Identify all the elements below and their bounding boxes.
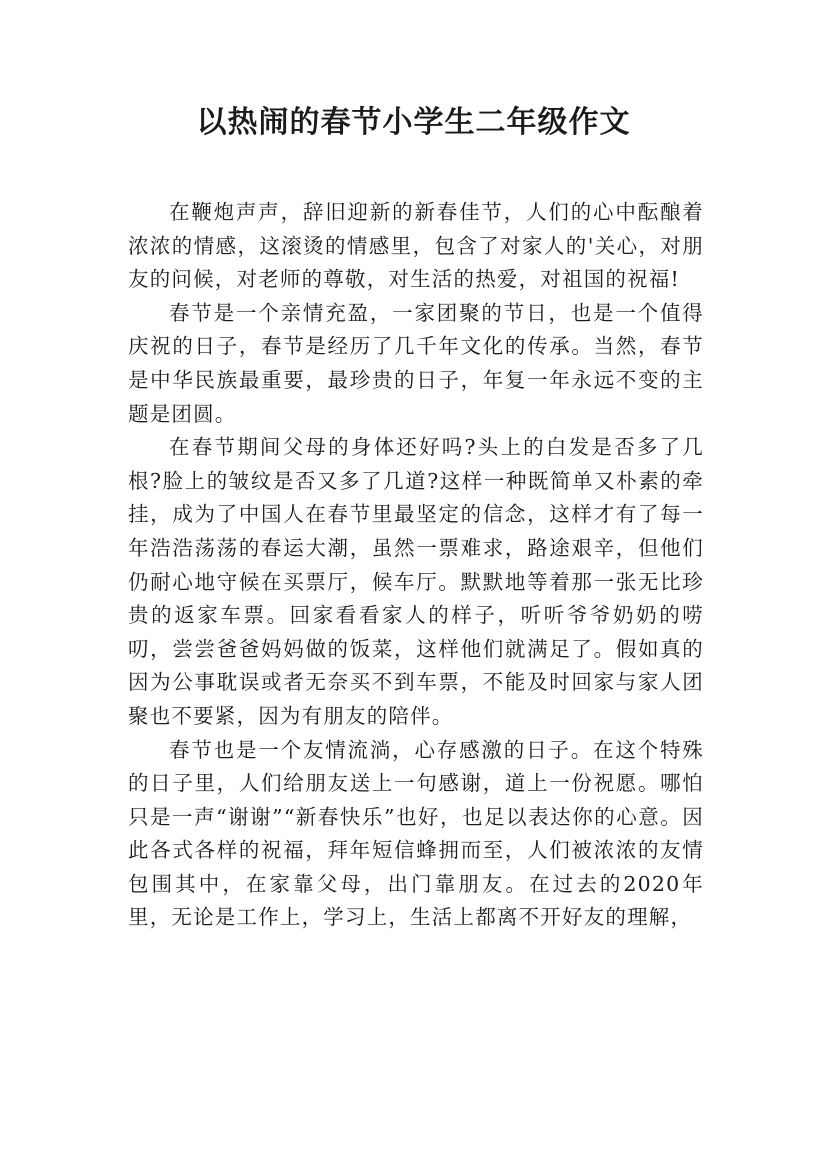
paragraph-3: 在春节期间父母的身体还好吗?头上的白发是否多了几根?脸上的皱纹是否又多了几道?这样一种既简单又朴素的牵挂，成为了中国人在春节里最坚定的信念，这样才有了每一年浩浩荡荡的春运大潮，虽然一票难求，路途艰辛，但他们仍耐心地守候在买票厅，候车厅。默默地等着那一张无比珍贵的返家车票。回家看看家人的样子，听听爷爷奶奶的唠叨，尝尝爸爸妈妈做的饭菜，这样他们就满足了。假如真的因为公事耽误或者无奈买不到车票，不能及时回家与家人团聚也不要紧，因为有朋友的陪伴。	[128, 435, 704, 728]
document-title: 以热闹的春节小学生二年级作文	[196, 105, 631, 140]
paragraph-2: 春节是一个亲情充盈，一家团聚的节日，也是一个值得庆祝的日子，春节是经历了几千年文化的传承。当然，春节是中华民族最重要，最珍贵的日子，年复一年永远不变的主题是团圆。	[128, 300, 704, 426]
paragraph-1: 在鞭炮声声，辞旧迎新的新春佳节，人们的心中酝酿着浓浓的情感，这滚烫的情感里，包含了对家人的'关心，对朋友的问候，对老师的尊敬，对生活的热爱，对祖国的祝福!	[128, 200, 704, 292]
document-body	[128, 196, 704, 935]
paragraph-4: 春节也是一个友情流淌，心存感激的日子。在这个特殊的日子里，人们给朋友送上一句感谢，道上一份祝愿。哪怕只是一声“谢谢”“新春快乐”也好，也足以表达你的心意。因此各式各样的祝福，拜年短信蜂拥而至，人们被浓浓的友情包围其中，在家靠父母，出门靠朋友。在过去的2020年里，无论是工作上，学习上，生活上都离不开好友的理解，	[128, 737, 704, 930]
